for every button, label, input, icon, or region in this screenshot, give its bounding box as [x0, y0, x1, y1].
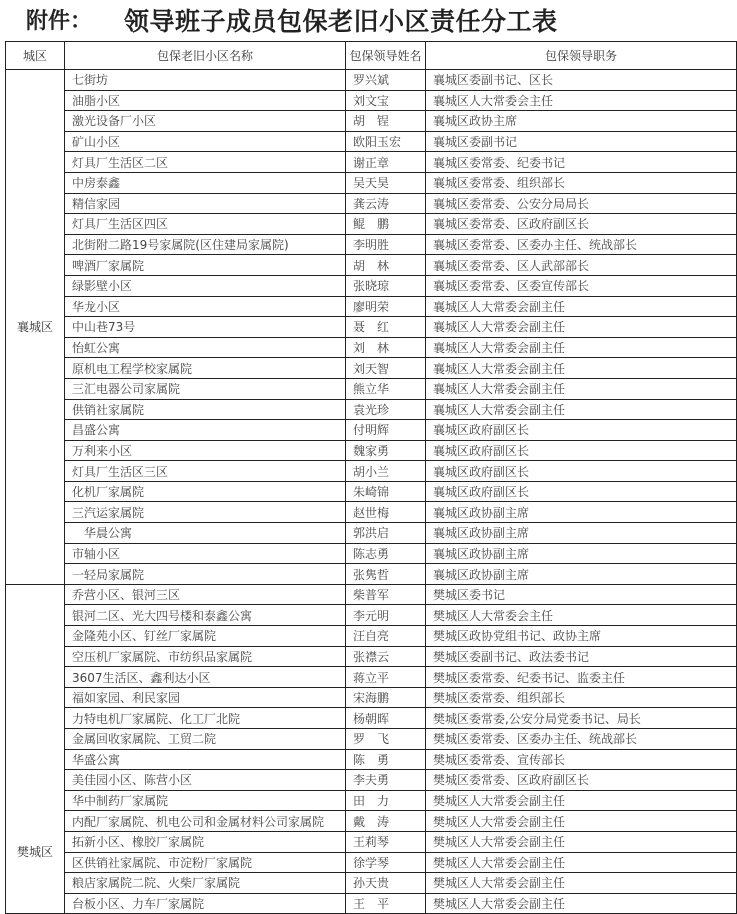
community-name-cell: 市轴小区 [65, 543, 346, 564]
leader-position-cell: 樊城区委常委,公安分局党委书记、局长 [426, 708, 737, 729]
leader-name-cell: 陈 勇 [346, 749, 426, 770]
community-name-cell: 怡虹公寓 [65, 337, 346, 358]
leader-position-cell: 樊城区委书记 [426, 584, 737, 605]
table-row [6, 378, 737, 399]
leader-name-cell: 刘天智 [346, 358, 426, 379]
community-name-cell: 力特电机厂家属院、化工厂北院 [65, 708, 346, 729]
community-name-cell: 北街附二路19号家属院(区住建局家属院) [65, 234, 346, 255]
community-name-cell: 化机厂家属院 [65, 481, 346, 502]
community-name-cell: 乔营小区、银河三区 [65, 584, 346, 605]
community-name-cell: 万利来小区 [65, 440, 346, 461]
leader-name-cell: 胡 锃 [346, 111, 426, 132]
table-row [6, 131, 737, 152]
table-row [6, 440, 737, 461]
table-row [6, 770, 737, 791]
leader-position-cell: 襄城区政府副区长 [426, 420, 737, 441]
community-name-cell: 激光设备厂小区 [65, 111, 346, 132]
table-row [6, 873, 737, 894]
leader-name-cell: 吴天昊 [346, 172, 426, 193]
table-row [6, 111, 737, 132]
leader-name-cell: 张襟云 [346, 646, 426, 667]
district-cell: 樊城区 [6, 584, 65, 914]
leader-position-cell: 襄城区政府副区长 [426, 481, 737, 502]
table-row [6, 317, 737, 338]
leader-name-cell: 刘 林 [346, 337, 426, 358]
leader-name-cell: 孙天贵 [346, 873, 426, 894]
leader-name-cell: 付明辉 [346, 420, 426, 441]
table-row [6, 296, 737, 317]
table-row [6, 399, 737, 420]
table-row [6, 749, 737, 770]
table-row [6, 584, 737, 605]
community-name-cell: 油脂小区 [65, 90, 346, 111]
leader-position-cell: 襄城区人大常委会主任 [426, 90, 737, 111]
leader-position-cell: 樊城区委常委、区委办主任、统战部长 [426, 729, 737, 750]
responsibility-table [5, 41, 737, 914]
table-row [6, 790, 737, 811]
leader-position-cell: 襄城区委常委、区委宣传部长 [426, 275, 737, 296]
leader-name-cell: 王莉琴 [346, 831, 426, 852]
district-cell: 襄城区 [6, 70, 65, 585]
community-name-cell: 内配厂家属院、机电公司和金属材料公司家属院 [65, 811, 346, 832]
document-header [0, 0, 737, 38]
leader-position-cell: 樊城区委常委、纪委书记、监委主任 [426, 667, 737, 688]
leader-name-cell: 魏家勇 [346, 440, 426, 461]
community-name-cell: 粮店家属院二院、火柴厂家属院 [65, 873, 346, 894]
leader-name-cell: 罗兴斌 [346, 70, 426, 91]
table-row [6, 729, 737, 750]
leader-name-cell: 杨朝晖 [346, 708, 426, 729]
leader-position-cell: 襄城区人大常委会副主任 [426, 378, 737, 399]
leader-name-cell: 郭洪启 [346, 523, 426, 544]
table-row [6, 193, 737, 214]
leader-name-cell: 刘文宝 [346, 90, 426, 111]
header-community: 包保老旧小区名称 [65, 42, 346, 70]
community-name-cell: 空压机厂家属院、市纺织品家属院 [65, 646, 346, 667]
community-name-cell: 原机电工程学校家属院 [65, 358, 346, 379]
leader-name-cell: 聂 红 [346, 317, 426, 338]
community-name-cell: 灯具厂生活区四区 [65, 214, 346, 235]
leader-position-cell: 樊城区委副书记、政法委书记 [426, 646, 737, 667]
leader-position-cell: 樊城区委常委、组织部长 [426, 687, 737, 708]
table-row [6, 831, 737, 852]
leader-name-cell: 张晓琼 [346, 275, 426, 296]
leader-name-cell: 田 力 [346, 790, 426, 811]
leader-position-cell: 襄城区政协副主席 [426, 502, 737, 523]
leader-name-cell: 熊立华 [346, 378, 426, 399]
leader-position-cell: 樊城区人大常委会副主任 [426, 893, 737, 914]
community-name-cell: 华晨公寓 [65, 523, 346, 544]
leader-position-cell: 襄城区人大常委会副主任 [426, 337, 737, 358]
leader-name-cell: 欧阳玉宏 [346, 131, 426, 152]
table-row [6, 893, 737, 914]
table-row [6, 708, 737, 729]
leader-name-cell: 袁光珍 [346, 399, 426, 420]
table-row [6, 605, 737, 626]
community-name-cell: 区供销社家属院、市淀粉厂家属院 [65, 852, 346, 873]
leader-name-cell: 张隽哲 [346, 564, 426, 585]
leader-position-cell: 襄城区人大常委会副主任 [426, 358, 737, 379]
leader-position-cell: 樊城区政协党组书记、政协主席 [426, 626, 737, 647]
leader-position-cell: 襄城区政府副区长 [426, 461, 737, 482]
leader-position-cell: 襄城区委常委、组织部长 [426, 172, 737, 193]
attachment-label: 附件： [26, 9, 93, 34]
leader-name-cell: 王 平 [346, 893, 426, 914]
leader-name-cell: 朱崎锦 [346, 481, 426, 502]
leader-name-cell: 蒋立平 [346, 667, 426, 688]
leader-name-cell: 柴普军 [346, 584, 426, 605]
leader-name-cell: 李夫勇 [346, 770, 426, 791]
leader-position-cell: 襄城区委常委、区委办主任、统战部长 [426, 234, 737, 255]
document-title: 领导班子成员包保老旧小区责任分工表 [124, 7, 558, 36]
header-leader-name: 包保领导姓名 [346, 42, 426, 70]
community-name-cell: 绿影壁小区 [65, 275, 346, 296]
community-name-cell: 金隆苑小区、钉丝厂家属院 [65, 626, 346, 647]
table-row [6, 852, 737, 873]
leader-name-cell: 陈志勇 [346, 543, 426, 564]
table-row [6, 337, 737, 358]
table-header-row [6, 42, 737, 70]
table-row [6, 275, 737, 296]
leader-name-cell: 戴 涛 [346, 811, 426, 832]
table-row [6, 358, 737, 379]
leader-name-cell: 罗 飞 [346, 729, 426, 750]
table-row [6, 420, 737, 441]
header-leader-position: 包保领导职务 [426, 42, 737, 70]
leader-position-cell: 襄城区政协副主席 [426, 543, 737, 564]
leader-name-cell: 李元明 [346, 605, 426, 626]
leader-name-cell: 赵世梅 [346, 502, 426, 523]
table-row [6, 481, 737, 502]
leader-name-cell: 宋海鹏 [346, 687, 426, 708]
table-row [6, 461, 737, 482]
table-row [6, 523, 737, 544]
header-district: 城区 [6, 42, 65, 70]
leader-position-cell: 襄城区委副书记 [426, 131, 737, 152]
table-row [6, 90, 737, 111]
leader-position-cell: 襄城区人大常委会副主任 [426, 317, 737, 338]
leader-name-cell: 汪自亮 [346, 626, 426, 647]
community-name-cell: 华龙小区 [65, 296, 346, 317]
community-name-cell: 精信家园 [65, 193, 346, 214]
community-name-cell: 拓新小区、橡胶厂家属院 [65, 831, 346, 852]
community-name-cell: 三汇电器公司家属院 [65, 378, 346, 399]
community-name-cell: 美佳园小区、陈营小区 [65, 770, 346, 791]
table-row [6, 543, 737, 564]
table-row [6, 502, 737, 523]
leader-position-cell: 襄城区委常委、区人武部部长 [426, 255, 737, 276]
community-name-cell: 中房泰鑫 [65, 172, 346, 193]
table-row [6, 234, 737, 255]
table-row [6, 626, 737, 647]
table-row [6, 70, 737, 91]
table-row [6, 646, 737, 667]
leader-position-cell: 樊城区人大常委会副主任 [426, 790, 737, 811]
leader-position-cell: 樊城区人大常委会副主任 [426, 811, 737, 832]
leader-position-cell: 襄城区人大常委会副主任 [426, 399, 737, 420]
community-name-cell: 供销社家属院 [65, 399, 346, 420]
table-row [6, 811, 737, 832]
leader-position-cell: 襄城区委副书记、区长 [426, 70, 737, 91]
community-name-cell: 台板小区、力车厂家属院 [65, 893, 346, 914]
leader-position-cell: 樊城区人大常委会主任 [426, 605, 737, 626]
leader-name-cell: 徐学琴 [346, 852, 426, 873]
community-name-cell: 灯具厂生活区三区 [65, 461, 346, 482]
leader-position-cell: 樊城区人大常委会副主任 [426, 852, 737, 873]
leader-name-cell: 谢正章 [346, 152, 426, 173]
leader-position-cell: 襄城区政协副主席 [426, 523, 737, 544]
community-name-cell: 昌盛公寓 [65, 420, 346, 441]
community-name-cell: 福如家园、利民家园 [65, 687, 346, 708]
leader-position-cell: 樊城区人大常委会副主任 [426, 831, 737, 852]
leader-position-cell: 襄城区委常委、公安分局局长 [426, 193, 737, 214]
community-name-cell: 华中制药厂家属院 [65, 790, 346, 811]
table-row [6, 667, 737, 688]
leader-position-cell: 樊城区委常委、区政府副区长 [426, 770, 737, 791]
table-row [6, 214, 737, 235]
community-name-cell: 华盛公寓 [65, 749, 346, 770]
community-name-cell: 七街坊 [65, 70, 346, 91]
community-name-cell: 银河二区、光大四号楼和泰鑫公寓 [65, 605, 346, 626]
community-name-cell: 一轻局家属院 [65, 564, 346, 585]
leader-name-cell: 廖明荣 [346, 296, 426, 317]
table-row [6, 152, 737, 173]
leader-name-cell: 李明胜 [346, 234, 426, 255]
leader-name-cell: 鲲 鹏 [346, 214, 426, 235]
community-name-cell: 金属回收家属院、工贸二院 [65, 729, 346, 750]
leader-position-cell: 襄城区政府副区长 [426, 440, 737, 461]
community-name-cell: 中山巷73号 [65, 317, 346, 338]
leader-name-cell: 胡 林 [346, 255, 426, 276]
leader-position-cell: 襄城区委常委、纪委书记 [426, 152, 737, 173]
table-row [6, 687, 737, 708]
community-name-cell: 三汽运家属院 [65, 502, 346, 523]
leader-position-cell: 襄城区人大常委会副主任 [426, 296, 737, 317]
table-row [6, 255, 737, 276]
community-name-cell: 矿山小区 [65, 131, 346, 152]
leader-position-cell: 襄城区委常委、区政府副区长 [426, 214, 737, 235]
community-name-cell: 啤酒厂家属院 [65, 255, 346, 276]
leader-position-cell: 樊城区委常委、宣传部长 [426, 749, 737, 770]
leader-name-cell: 胡小兰 [346, 461, 426, 482]
table-row [6, 172, 737, 193]
community-name-cell: 3607生活区、鑫利达小区 [65, 667, 346, 688]
community-name-cell: 灯具厂生活区二区 [65, 152, 346, 173]
leader-name-cell: 龚云涛 [346, 193, 426, 214]
leader-position-cell: 襄城区政协主席 [426, 111, 737, 132]
leader-position-cell: 樊城区人大常委会副主任 [426, 873, 737, 894]
leader-position-cell: 襄城区政协副主席 [426, 564, 737, 585]
table-row [6, 564, 737, 585]
